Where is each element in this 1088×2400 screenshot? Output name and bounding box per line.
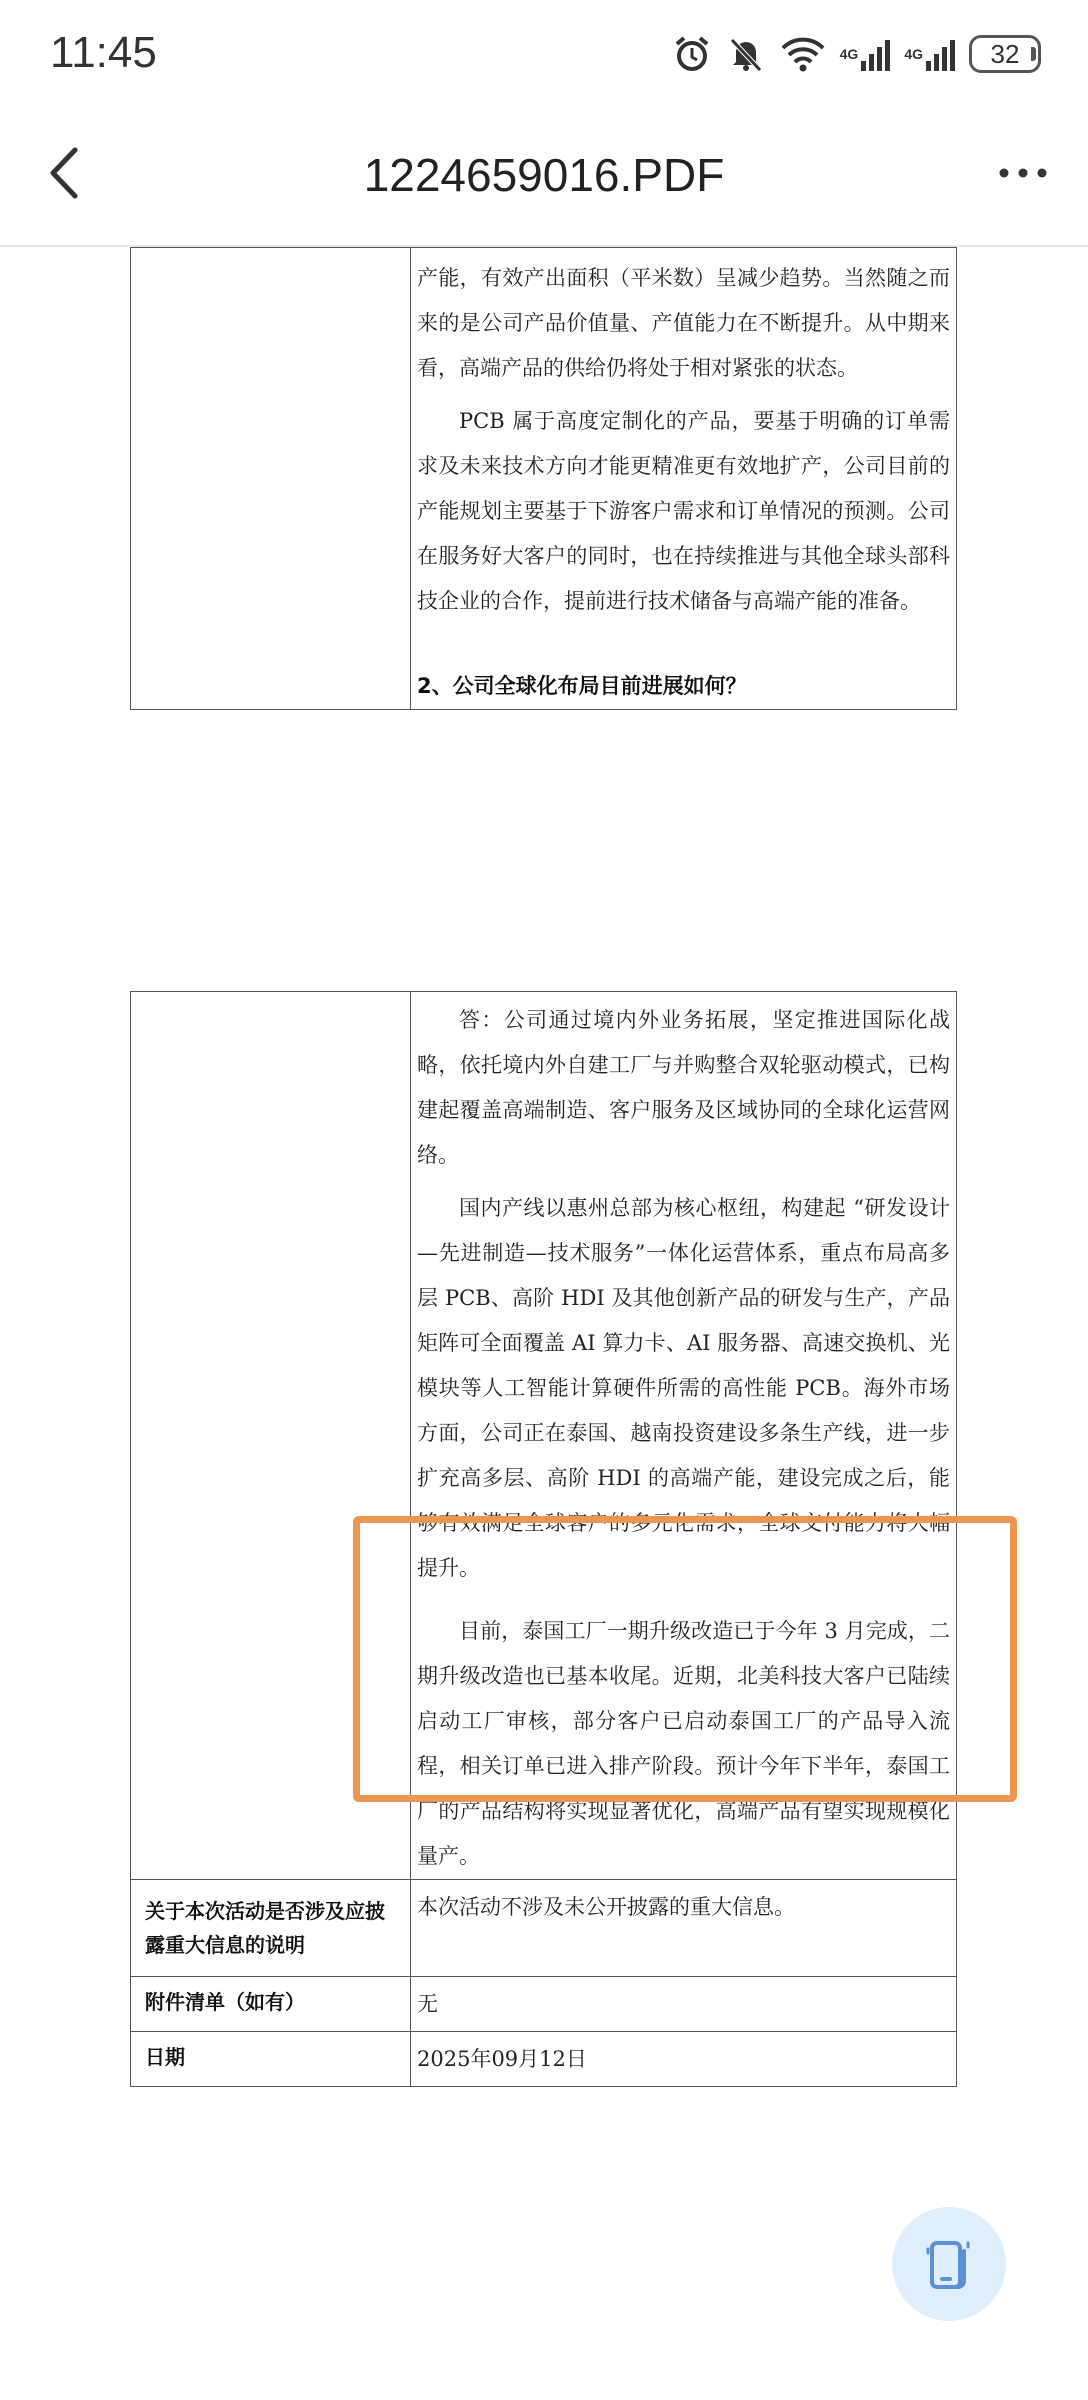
question-heading: 2、公司全球化布局目前进展如何？ xyxy=(417,674,747,698)
document-table-page-1 xyxy=(130,247,957,710)
table-left-cell xyxy=(131,992,411,1880)
status-bar xyxy=(0,0,1088,110)
row-value: 无 xyxy=(411,1977,957,2032)
row-label: 附件清单（如有） xyxy=(131,1977,411,2032)
signal-icon xyxy=(840,32,891,76)
answer-paragraph-highlighted: 目前，泰国工厂一期升级改造已于今年 3 月完成，二期升级改造也已基本收尾。近期，北美科技大客户已陆续启动工厂审核，部分客户已启动泰国工厂的产品导入流程，相关订单已进入排产阶段。预计今年下半年，泰国工厂的产品结构将实现显著优化，高端产品有望实现规模化量产。 xyxy=(417,1619,950,1868)
row-label: 日期 xyxy=(131,2032,411,2087)
copy-phone-icon xyxy=(918,2233,980,2295)
document-paragraph: 产能，有效产出面积（平米数）呈减少趋势。当然随之而来的是公司产品价值量、产值能力在不断提升。从中期来看，高端产品的供给仍将处于相对紧张的状态。 xyxy=(417,266,950,380)
answer-paragraph: 国内产线以惠州总部为核心枢纽，构建起 “研发设计—先进制造—技术服务”一体化运营体系，重点布局高多层 PCB、高阶 HDI 及其他创新产品的研发与生产，产品矩阵可全面覆盖 AI 算力卡、AI 服务器、高速交换机、光模块等人工智能计算硬件所需的高性能 PCB。海外市场方面，公司正在泰国、越南投资建设多条生产线，进一步扩充高多层、高阶 HDI 的高端产能，建设完成之后，能够有效满足全球客户的多元化需求，全球交付能力将大幅提升。 xyxy=(417,1196,950,1580)
answer-paragraph: 答：公司通过境内外业务拓展，坚定推进国际化战略，依托境内外自建工厂与并购整合双轮驱动模式，已构建起覆盖高端制造、客户服务及区域协同的全球化运营网络。 xyxy=(417,1008,950,1167)
more-options-button[interactable] xyxy=(988,138,1058,208)
alarm-icon xyxy=(672,32,712,76)
row-value: 2025年09月12日 xyxy=(411,2032,957,2087)
network-type-label: 4G xyxy=(839,46,859,62)
table-row xyxy=(131,1880,957,1977)
app-header xyxy=(0,110,1088,247)
status-time: 11:45 xyxy=(50,28,157,77)
document-table-page-2 xyxy=(130,991,957,2087)
document-title: 1224659016.PDF xyxy=(363,149,725,201)
mute-bell-icon xyxy=(726,32,766,76)
signal-icon xyxy=(904,32,955,76)
network-type-label: 4G xyxy=(904,46,923,62)
table-content-cell xyxy=(411,248,957,710)
status-icons xyxy=(672,32,1036,76)
battery-level: 32 xyxy=(969,35,1041,73)
battery-icon xyxy=(969,32,1036,76)
row-label: 关于本次活动是否涉及应披露重大信息的说明 xyxy=(131,1880,411,1977)
row-value: 本次活动不涉及未公开披露的重大信息。 xyxy=(411,1880,957,1977)
document-paragraph: PCB 属于高度定制化的产品，要基于明确的订单需求及未来技术方向才能更精准更有效地扩产，公司目前的产能规划主要基于下游客户需求和订单情况的预测。公司在服务好大客户的同时，也在持续推进与其他全球头部科技企业的合作，提前进行技术储备与高端产能的准备。 xyxy=(417,409,950,613)
floating-action-button[interactable] xyxy=(892,2207,1006,2321)
table-content-cell xyxy=(411,992,957,1880)
table-row xyxy=(131,2032,957,2087)
table-left-cell xyxy=(131,248,411,710)
wifi-icon xyxy=(780,32,826,76)
more-horizontal-icon xyxy=(998,166,1048,180)
table-row xyxy=(131,1977,957,2032)
